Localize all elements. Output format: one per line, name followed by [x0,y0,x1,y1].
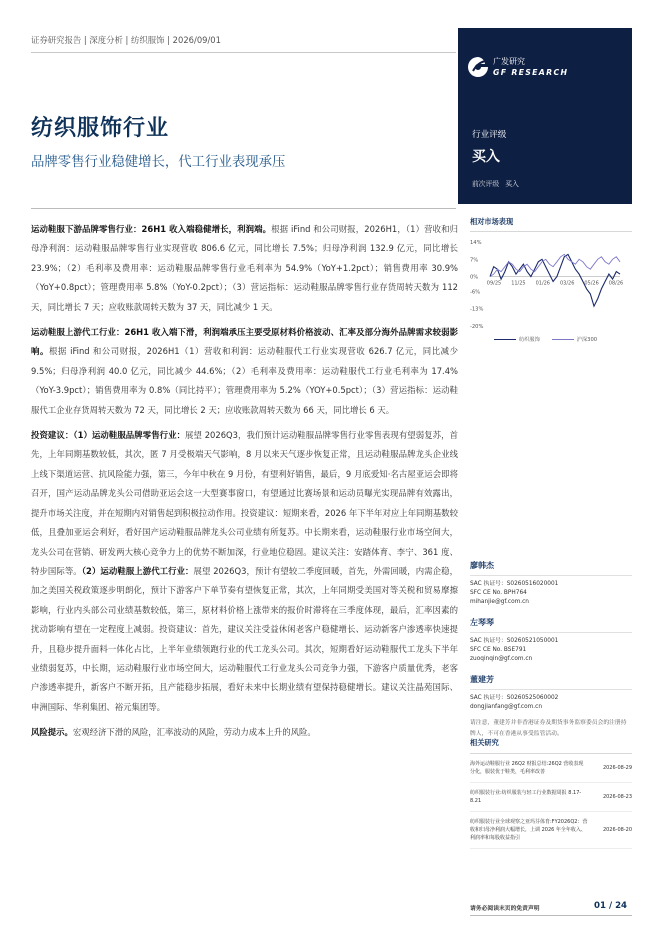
brand-name-en: GF RESEARCH [493,67,569,77]
footer-rule [470,915,632,916]
previous-rating-label: 前次评级 [472,180,500,188]
analyst-email[interactable]: zuoqinqin@gf.com.cn [470,656,533,662]
analyst-list [470,560,632,740]
analyst-card [470,674,632,712]
page-number: 01 / 24 [594,901,628,911]
x-tick-label: 01/26 [535,280,551,287]
analyst-name: 廖韩杰 [470,560,632,576]
legend-label-textile: 纺织服饰 [519,337,540,343]
series-line-csi300 [490,254,620,276]
related-research [470,738,632,849]
paragraph-retail-text: 根据 iFind 和公司财报，2026H1，（1）营收和归母净利润：运动鞋服品牌零售行业实现营收 806.6 亿元，同比增长 7.5%；归母净利润 132.9 亿元，同比增长 23.9%；（2）毛利率及费用率：运动鞋服品牌零售行业毛利率为 54.9%（YoY+1.2pct）；销售费用率 30.9%（YoY+0.8pct）；管理费用率 5.8%（YoY-0.2pct）；（3）营运指标：运动鞋服品牌零售行业存货周转天数为 112 天，同比增长 7 天；应收账款周转天数为 37 天，同比减少 1 天。 [31,224,458,312]
related-item-date: 2026-08-20 [602,827,632,833]
market-performance-panel [470,217,632,343]
paragraph-investment-lead-2: （2）运动鞋服上游代工行业： [81,565,194,576]
analyst-card [470,617,632,664]
y-tick-label: 7% [470,257,479,264]
report-title: 纺织服饰行业 [31,116,170,141]
x-tick-label: 09/25 [486,280,502,287]
analyst-sac: SAC 执证号：S0260521050001 [470,638,559,644]
paragraph-investment-text-2: 展望 2026Q3，预计有望较二季度回暖，首先，外需回暖，内需企稳，加之美国关税政策逐步明朗化，预计下游客户下单节奏有望恢复正常，其次，上年同期受美国对等关税和贸易摩擦影响，行业内头部公司业绩基数较低，第三，原材料价格上涨带来的报价时滞将在三季度体现，最后，汇率因素的扰动影响有望在一定程度上减弱。投资建议：首先，建议关注受益休闲老客户稳健增长、运动新客户渗透率快速提升，且稳步提升面料一体化占比，上半年业绩领跑行业的代工龙头公司。其次，短期看好运动鞋服代工龙头下半年业绩弱复苏，中长期，运动鞋服行业市场空间大，运动鞋服代工行业龙头公司竞争力强，下游客户质量优秀，老客户渗透率提升，新客户不断开拓，且产能稳步拓展，看好未来中长期业绩有望保持稳健增长。建议关注晶苑国际、申洲国际、华利集团、裕元集团等。 [31,565,458,712]
related-item[interactable] [470,754,632,783]
legend-swatch-textile [494,339,516,340]
analyst-card [470,560,632,607]
y-tick-label: -6% [470,289,481,296]
paragraph-oem-text: 根据 iFind 和公司财报，2026H1（1）营收和利润：运动鞋服代工行业实现营收 626.7 亿元，同比减少 9.5%；归母净利润 40.0 亿元，同比减少 44.6%；（2）毛利率及费用率：运动鞋服代工行业毛利率为 17.4%（YoY-3.9pct）；销售费用率为 0.8%（同比持平）；管理费用率为 5.2%（YOY+0.5pct）；（3）营运指标：运动鞋服代工企业存货周转天数为 72 天，同比增长 2 天；应收账款周转天数为 66 天，同比增长 6 天。 [31,346,459,415]
paragraph-risk-lead: 风险提示。 [31,727,73,738]
legend-swatch-csi300 [552,339,574,340]
brand-logo [467,56,568,78]
paragraph-investment-text-1: 展望 2026Q3，我们预计运动鞋服品牌零售行业零售表现有望弱复苏，首先，上年同期基数较低，其次，匿 7 月受极端天气影响，8 月以来天气逐步恢复正常，且运动鞋服品牌龙头企业线上线下渠道运营、抗风险能力强，第三，今年中秋在 9 月份，有望利好销售，最后，9 月底爱知·名古屋亚运会即将召开，国产运动品牌龙头公司借助亚运会这一大型赛事窗口，有望通过比赛场景和运动员曝光实现品牌有效露出，提升市场关注度，并在短期内对销售起到积极拉动作用。投资建议：短期来看，2026 年下半年对应上年同期基数较低，且叠加亚运会利好，看好国产运动鞋服品牌龙头公司业绩有所复苏。中长期来看，运动鞋服行业市场空间大，龙头公司在营销、研发两大核心竞争力上的优势不断加深，行业地位稳固。建议关注：安踏体育、李宁、361 度、特步国际等。 [31,430,458,576]
analyst-name: 左琴琴 [470,617,632,633]
paragraph-investment-lead: 投资建议：（1）运动鞋服品牌零售行业： [31,430,186,441]
paragraph-investment [31,426,458,717]
x-tick-label: 08/26 [608,280,624,287]
rating-panel [458,28,632,204]
y-tick-label: 14% [470,240,482,246]
paragraph-retail [31,220,458,317]
analyst-sac: SAC 执证号：S0260516020001 [470,581,559,587]
paragraph-oem [31,323,458,420]
analyst-sfc: SFC CE No. BPH764 [470,590,527,596]
relative-performance-chart [470,236,632,332]
analyst-email[interactable]: dongjianfang@gf.com.cn [470,704,542,710]
analyst-sfc: SFC CE No. BSE791 [470,647,527,653]
previous-rating [472,178,519,188]
related-item-title[interactable]: 纺织服装行业全球观察之亚玛芬体育:FY2026Q2：营收和归母净利润大幅增长，上调 2026 年全年收入、利润率和每股收益指引 [470,819,588,841]
analyst-name: 董建芳 [470,674,632,690]
title-divider [31,208,456,209]
report-subtitle: 品牌零售行业稳健增长，代工行业表现承压 [31,155,286,170]
related-item[interactable] [470,812,632,849]
legend-item-csi300 [552,336,597,343]
gf-logo-icon [467,56,489,78]
rating-value: 买入 [472,149,500,165]
legend-label-csi300: 沪深300 [576,337,598,343]
rating-label: 行业评级 [472,130,507,140]
analyst-email[interactable]: mihanjie@gf.com.cn [470,599,529,605]
y-tick-label: -20% [470,324,484,330]
paragraph-retail-lead: 运动鞋服下游品牌零售行业：26H1 收入端稳健增长，利润端。 [31,224,272,234]
header-rule [31,52,456,53]
x-tick-label: 05/26 [584,280,599,287]
footer-disclaimer-note: 请务必阅读末页的免责声明 [470,906,540,912]
related-item-date: 2026-08-23 [602,794,632,800]
related-item[interactable] [470,783,632,812]
analyst-disclaimer: 请注意，董建芳并非香港证券及期货事务监察委员会的注册持牌人，不可在香港从事受监管活动。 [470,720,627,737]
y-tick-label: 0% [470,274,479,281]
related-item-date: 2026-08-29 [602,765,632,771]
x-tick-label: 03/26 [559,280,575,287]
chart-legend [494,336,597,343]
legend-item-textile [494,336,540,343]
breadcrumb: 证券研究报告 | 深度分析 | 纺织服饰 | 2026/09/01 [31,35,221,45]
chart-container [470,231,632,343]
related-item-title[interactable]: 海外运动鞋服行业 26Q2 财报总结:26Q2 营收表现分化，服装优于鞋类，毛利率改善 [470,761,584,775]
paragraph-risk-text: 宏观经济下滑的风险，汇率波动的风险，劳动力成本上升的风险。 [72,727,316,738]
brand-name-cn: 广发研究 [493,56,525,66]
report-body [31,220,458,749]
y-tick-label: -13% [470,306,484,313]
related-heading: 相关研究 [470,738,632,754]
previous-rating-value: 买入 [505,180,519,188]
related-item-title[interactable]: 纺织服装行业:纺织服装与轻工行业数据周报 8.17-8.21 [470,790,582,804]
paragraph-risk [31,723,458,742]
analyst-sac: SAC 执证号：S0260525060002 [470,695,559,701]
paragraph-oem-lead: 运动鞋服上游代工行业：26H1 收入端下滑，利润端承压主要受原材料价格波动、汇率及部分海外品牌需求较弱影响。 [31,327,458,357]
chart-title: 相对市场表现 [470,217,514,226]
x-tick-label: 11/25 [511,280,526,287]
